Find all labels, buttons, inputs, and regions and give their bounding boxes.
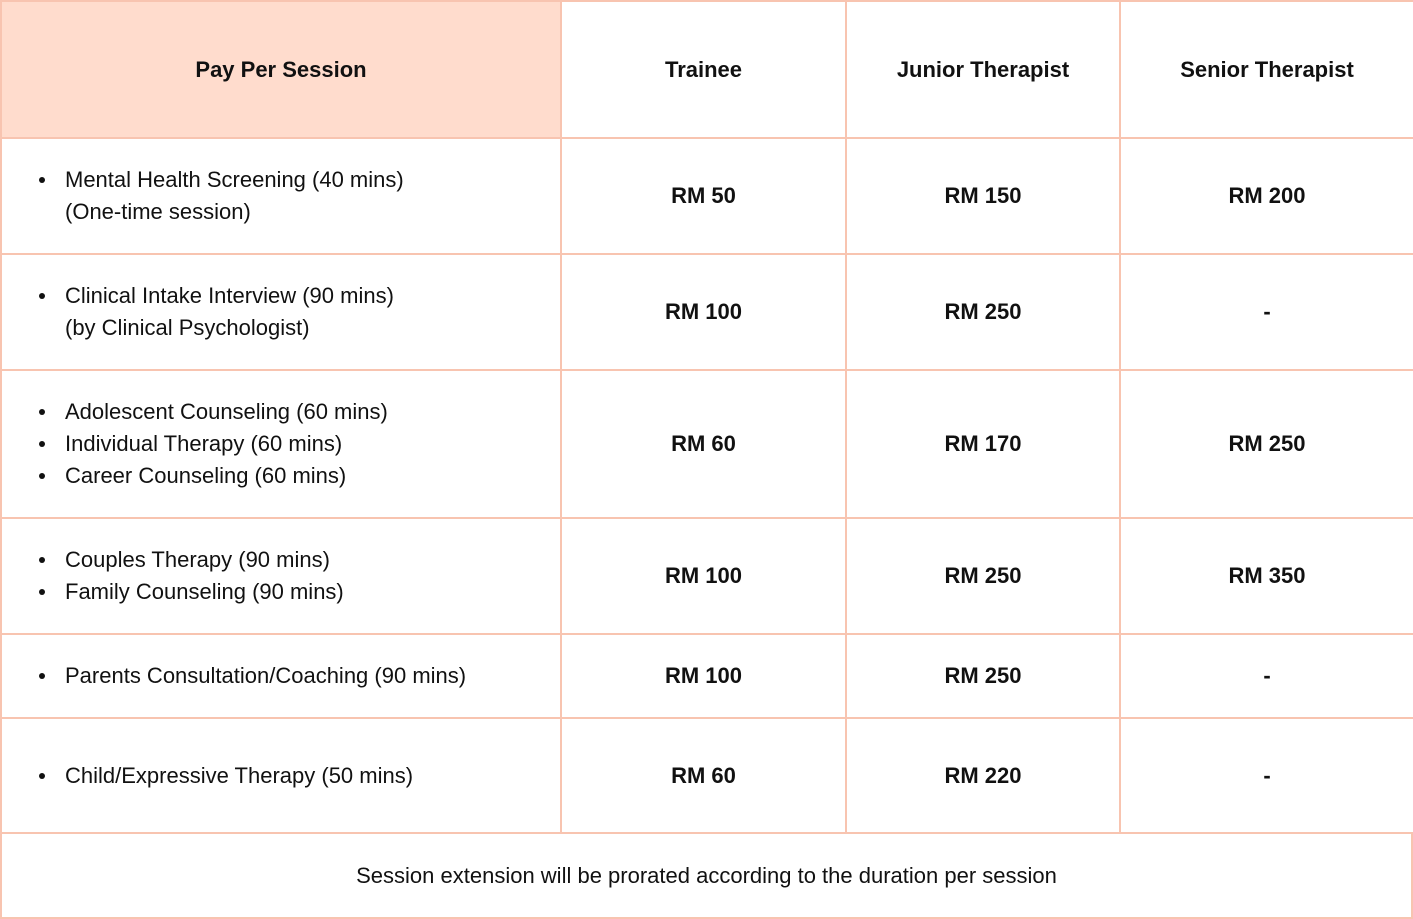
service-cell <box>1 634 561 718</box>
price-senior-therapist: RM 200 <box>1120 138 1413 254</box>
price-trainee: RM 60 <box>561 370 846 518</box>
price-senior-therapist: RM 350 <box>1120 518 1413 634</box>
tier-header-senior-therapist: Senior Therapist <box>1120 1 1413 138</box>
service-name: Mental Health Screening (40 mins) <box>65 167 404 192</box>
price-junior-therapist: RM 170 <box>846 370 1120 518</box>
table-row <box>1 138 1413 254</box>
service-list <box>2 280 560 344</box>
pay-per-session-header: Pay Per Session <box>1 1 561 138</box>
service-cell <box>1 518 561 634</box>
service-name: Clinical Intake Interview (90 mins) <box>65 283 394 308</box>
table-row <box>1 718 1413 833</box>
price-senior-therapist: - <box>1120 634 1413 718</box>
tier-header-junior-therapist: Junior Therapist <box>846 1 1120 138</box>
price-trainee: RM 60 <box>561 718 846 833</box>
service-list <box>2 544 560 608</box>
service-cell <box>1 138 561 254</box>
list-item: Individual Therapy (60 mins) <box>65 428 560 460</box>
list-item <box>65 164 560 228</box>
list-item: Parents Consultation/Coaching (90 mins) <box>65 660 560 692</box>
table-row <box>1 634 1413 718</box>
session-extension-note: Session extension will be prorated according to the duration per session <box>0 832 1413 919</box>
price-senior-therapist: - <box>1120 254 1413 370</box>
price-junior-therapist: RM 150 <box>846 138 1120 254</box>
service-cell <box>1 718 561 833</box>
price-junior-therapist: RM 250 <box>846 254 1120 370</box>
price-junior-therapist: RM 220 <box>846 718 1120 833</box>
price-trainee: RM 100 <box>561 254 846 370</box>
service-cell <box>1 254 561 370</box>
price-senior-therapist: - <box>1120 718 1413 833</box>
service-list <box>2 760 560 792</box>
service-list <box>2 164 560 228</box>
list-item: Couples Therapy (90 mins) <box>65 544 560 576</box>
table-row <box>1 518 1413 634</box>
service-list <box>2 396 560 492</box>
price-trainee: RM 50 <box>561 138 846 254</box>
price-junior-therapist: RM 250 <box>846 634 1120 718</box>
list-item: Child/Expressive Therapy (50 mins) <box>65 760 560 792</box>
list-item: Career Counseling (60 mins) <box>65 460 560 492</box>
list-item <box>65 280 560 344</box>
price-senior-therapist: RM 250 <box>1120 370 1413 518</box>
service-cell <box>1 370 561 518</box>
list-item: Adolescent Counseling (60 mins) <box>65 396 560 428</box>
tier-header-trainee: Trainee <box>561 1 846 138</box>
price-trainee: RM 100 <box>561 634 846 718</box>
price-trainee: RM 100 <box>561 518 846 634</box>
list-item: Family Counseling (90 mins) <box>65 576 560 608</box>
table-row <box>1 370 1413 518</box>
service-note: (One-time session) <box>65 199 251 224</box>
service-note: (by Clinical Psychologist) <box>65 315 310 340</box>
price-junior-therapist: RM 250 <box>846 518 1120 634</box>
table-row <box>1 254 1413 370</box>
header-row <box>1 1 1413 138</box>
service-list <box>2 660 560 692</box>
